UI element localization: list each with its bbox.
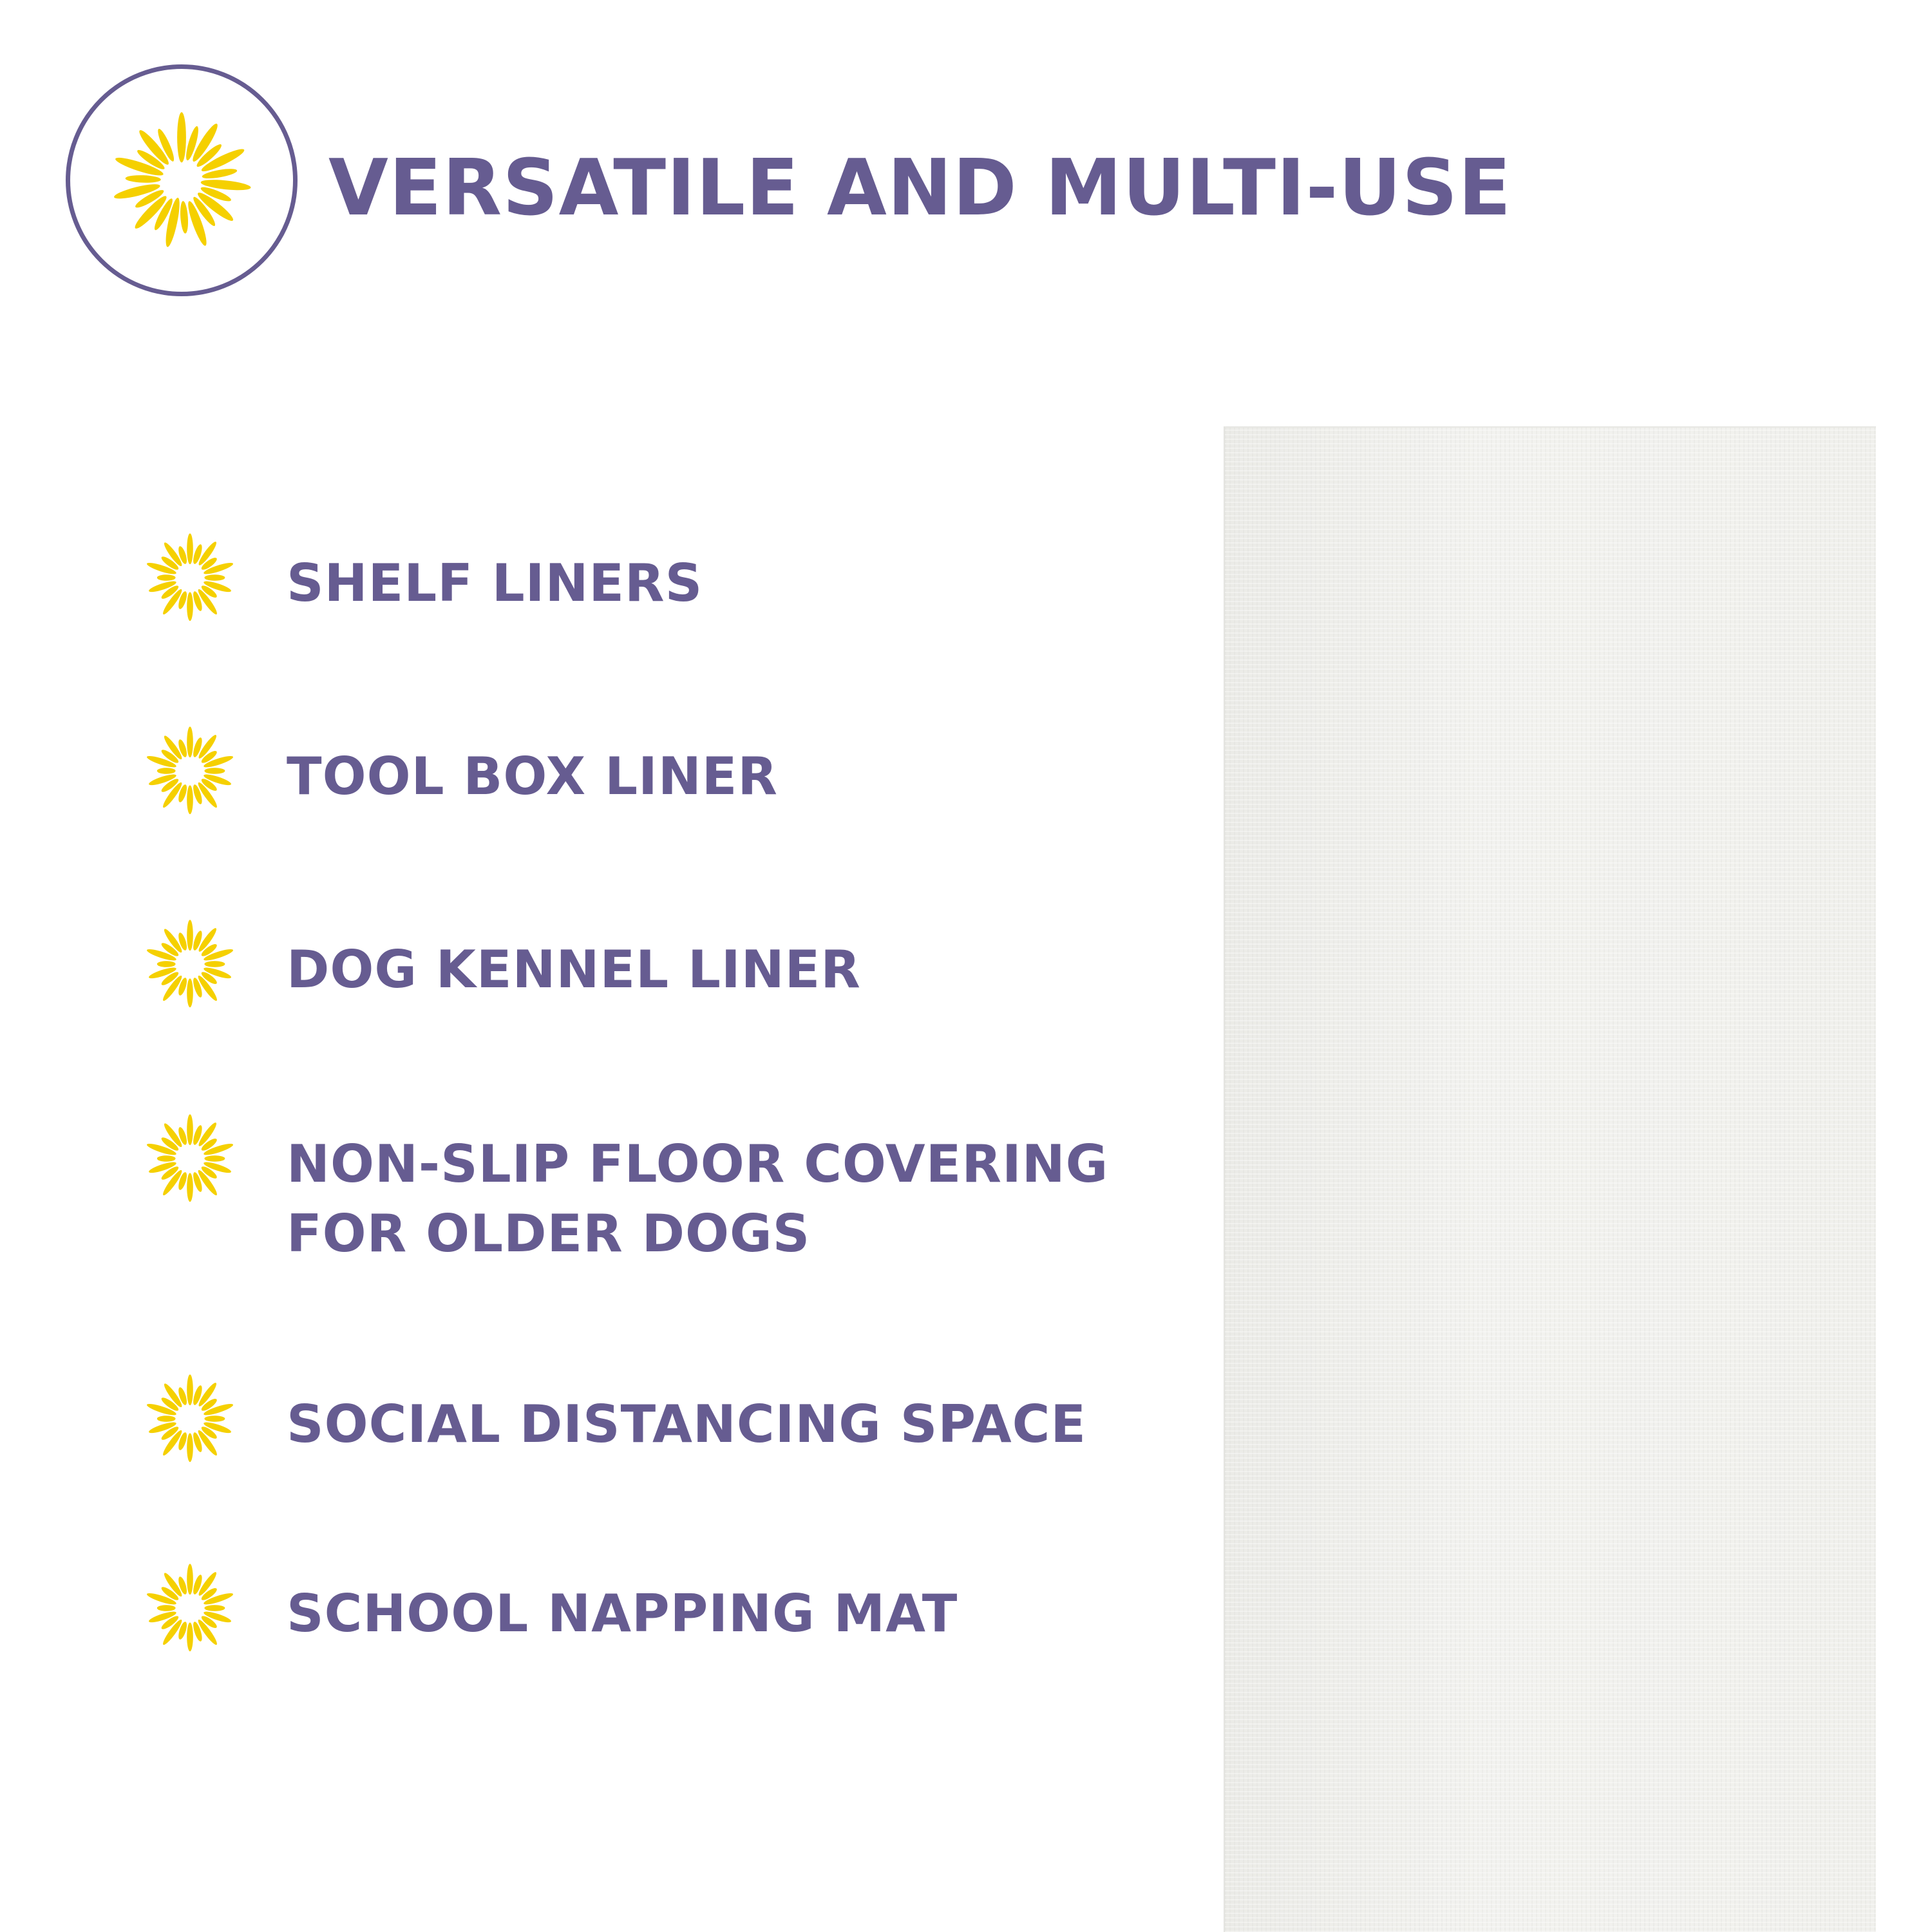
starburst-icon-graphic [138,1367,242,1470]
starburst-petal [157,961,176,967]
starburst-icon-graphic [138,526,242,629]
starburst-petal [204,1416,225,1422]
starburst-petal [187,1114,193,1145]
use-label-line-2: FOR OLDER DOGS [287,1204,811,1264]
product-mat-image [1224,426,1876,1932]
starburst-petal [204,961,225,967]
starburst-petal [187,1173,193,1202]
starburst-petal [187,1433,193,1462]
use-label: SCHOOL NAPPING MAT [287,1584,958,1643]
starburst-petal [187,592,193,621]
starburst-petal [187,978,193,1007]
starburst-icon [138,719,242,822]
use-label: TOOL BOX LINER [287,746,779,806]
starburst-icon [138,1557,242,1660]
use-label-line-1: NON-SLIP FLOOR COVERING [287,1134,1109,1194]
starburst-petal [204,768,225,774]
starburst-icon [138,526,242,629]
starburst-petal [187,1374,193,1405]
starburst-icon [138,1107,242,1210]
starburst-petal [157,1155,176,1162]
starburst-petal [157,1416,176,1422]
starburst-petal [157,574,176,581]
starburst-petal [204,1605,225,1611]
starburst-icon [138,913,242,1016]
starburst-icon-graphic [138,913,242,1016]
headline: VERSATILE AND MULTI-USE [328,144,1512,233]
starburst-icon [138,1367,242,1470]
starburst-petal [204,574,225,581]
use-label: SHELF LINERS [287,553,703,613]
use-label: DOG KENNEL LINER [287,940,861,999]
starburst-petal [187,785,193,814]
starburst-petal [187,1622,193,1651]
starburst-icon-graphic [138,1107,242,1210]
starburst-petal [187,726,193,757]
starburst-petal [187,920,193,951]
starburst-petal [187,1564,193,1595]
starburst-petal [157,1605,176,1611]
starburst-petal [157,768,176,774]
starburst-petal [204,1155,225,1162]
starburst-icon-graphic [138,1557,242,1660]
use-label: SOCIAL DISTANCING SPACE [287,1394,1086,1454]
starburst-petal [187,533,193,564]
starburst-icon-graphic [138,719,242,822]
